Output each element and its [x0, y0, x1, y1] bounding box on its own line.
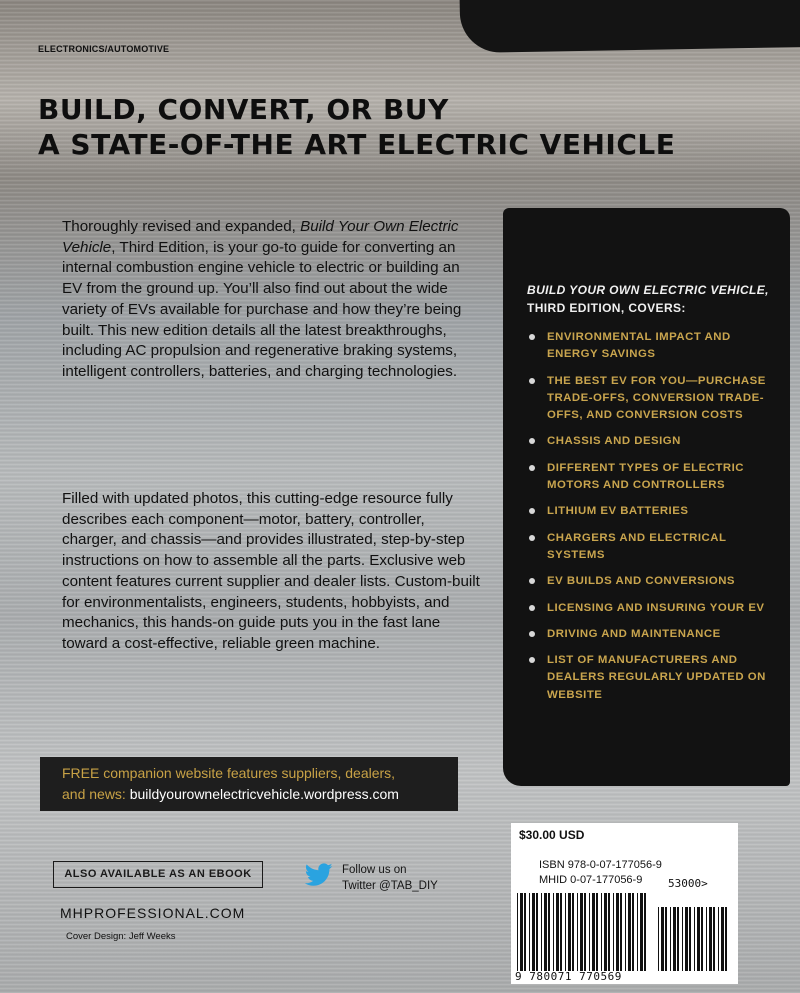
features-paragraph: Filled with updated photos, this cutting-edge resource fully describes each component—motor, battery, controller, charger, and chassis—and provides illustrated, step-by-step instructions on how to assemble all the parts. Exclusive web content features current supplier and dealer lists. Custom-built for environmentalists, engineers, students, hobbyists, and mechanics, this hands-on guide puts you in the fast lane toward a cost-effective, reliable green machine.: [62, 490, 480, 652]
price-code: 53000>: [668, 877, 708, 890]
list-item: [527, 329, 782, 364]
barcode-bar: [560, 893, 562, 971]
cover-design-credit: Cover Design: Jeff Weeks: [66, 931, 176, 942]
barcode-bar: [625, 893, 626, 971]
companion-website-link[interactable]: buildyourownelectricvehicle.wordpress.com: [129, 786, 399, 802]
barcode-bar: [548, 893, 550, 971]
headline-line-1: BUILD, CONVERT, OR BUY: [38, 93, 449, 126]
list-item-text: CHARGERS AND ELECTRICAL SYSTEMS: [547, 531, 727, 561]
barcode-bar: [658, 907, 659, 971]
companion-website-bar: [40, 757, 458, 811]
ebook-badge: ALSO AVAILABLE AS AN EBOOK: [53, 861, 263, 888]
companion-line-2: [62, 784, 458, 805]
barcode-bar: [556, 893, 559, 971]
barcode-bar: [553, 893, 554, 971]
isbn-barcode-block: [511, 823, 738, 984]
list-item: [527, 373, 782, 425]
barcode-bar: [685, 907, 688, 971]
barcode-bar: [665, 907, 667, 971]
barcode-bar: [608, 893, 610, 971]
barcode-bar: [709, 907, 712, 971]
list-item: [527, 530, 782, 565]
barcode-bar: [601, 893, 602, 971]
list-item: [527, 460, 782, 495]
headline-line-2: A STATE-OF-THE ART ELECTRIC VEHICLE: [38, 128, 676, 161]
barcode-bar: [632, 893, 634, 971]
list-item: [527, 573, 782, 590]
bullet-icon: [529, 465, 535, 471]
barcode-bar: [584, 893, 586, 971]
mhid-number: MHID 0-07-177056-9: [539, 874, 643, 886]
barcode-bar: [577, 893, 578, 971]
bullet-icon: [529, 578, 535, 584]
top-brush-stroke: [460, 0, 800, 53]
barcode-bar: [589, 893, 590, 971]
list-item: [527, 626, 782, 643]
list-item-text: DRIVING AND MAINTENANCE: [547, 627, 721, 640]
barcode-number: 9 780071 770569: [515, 970, 622, 983]
headline: [38, 92, 778, 162]
barcode-bar: [613, 893, 614, 971]
barcode-bar: [620, 893, 622, 971]
barcode-bar: [682, 907, 683, 971]
intro-paragraph: [62, 217, 482, 383]
barcode-bar: [673, 907, 676, 971]
list-item-text: DIFFERENT TYPES OF ELECTRIC MOTORS AND CONTROLLERS: [547, 461, 745, 492]
companion-line-1: FREE companion website features suppliers, dealers,: [62, 765, 396, 781]
list-item: [527, 503, 782, 520]
barcode-bar: [604, 893, 607, 971]
list-item: [527, 600, 782, 617]
barcode-bar: [536, 893, 538, 971]
barcode-bar: [616, 893, 619, 971]
barcode-bar: [524, 893, 526, 971]
barcode-bar: [529, 893, 530, 971]
list-item-text: ENVIRONMENTAL IMPACT AND ENERGY SAVINGS: [547, 331, 731, 361]
covers-heading-rest: THIRD EDITION, COVERS:: [527, 301, 686, 315]
barcode-bar: [713, 907, 715, 971]
bullet-icon: [529, 508, 535, 514]
barcode-bar: [640, 893, 643, 971]
barcode-bar: [592, 893, 595, 971]
twitter-handle[interactable]: Twitter @TAB_DIY: [342, 880, 438, 892]
barcode-bar: [721, 907, 724, 971]
barcode-bar: [565, 893, 566, 971]
twitter-bird-icon[interactable]: [305, 863, 333, 887]
barcode-bar: [706, 907, 707, 971]
list-item-text: LITHIUM EV BATTERIES: [547, 505, 689, 518]
intro-book-title: Build Your Own Electric Vehicle: [62, 218, 459, 256]
ean-barcode: [517, 893, 647, 971]
bullet-icon: [529, 631, 535, 637]
companion-prefix: and news:: [62, 786, 130, 802]
barcode-bar: [644, 893, 646, 971]
barcode-bar: [694, 907, 695, 971]
bullet-icon: [529, 657, 535, 663]
bullet-icon: [529, 438, 535, 444]
barcode-bar: [661, 907, 664, 971]
barcode-bar: [572, 893, 574, 971]
bullet-icon: [529, 378, 535, 384]
barcode-bar: [689, 907, 691, 971]
barcode-bar: [517, 893, 518, 971]
twitter-follow-text: [342, 862, 438, 894]
category-label: ELECTRONICS/AUTOMOTIVE: [38, 44, 170, 54]
list-item-text: CHASSIS AND DESIGN: [547, 435, 681, 448]
barcode-bar: [532, 893, 535, 971]
barcode-bar: [701, 907, 703, 971]
list-item-text: THE BEST EV FOR YOU—PURCHASE TRADE-OFFS, CONVERSION TRADE-OFFS, AND CONVERSION COSTS: [547, 374, 766, 422]
barcode-bar: [725, 907, 727, 971]
barcode-bar: [520, 893, 523, 971]
barcode-bar: [544, 893, 547, 971]
list-item: [527, 433, 782, 450]
bullet-icon: [529, 605, 535, 611]
bullet-icon: [529, 535, 535, 541]
twitter-line-1: Follow us on: [342, 864, 407, 876]
barcode-bar: [596, 893, 598, 971]
barcode-bar: [628, 893, 631, 971]
bullet-icon: [529, 334, 535, 340]
covers-book-title: BUILD YOUR OWN ELECTRIC VEHICLE,: [527, 283, 769, 297]
price-label: $30.00 USD: [519, 828, 585, 842]
price-addon-barcode: [658, 907, 732, 971]
barcode-bar: [697, 907, 700, 971]
barcode-bar: [637, 893, 638, 971]
publisher-website[interactable]: MHPROFESSIONAL.COM: [60, 905, 246, 921]
covers-heading: [527, 281, 777, 317]
intro-rest: , Third Edition, is your go-to guide for converting an internal combustion engine vehicle to electric or building an EV from the ground up. You’ll also find out about the wide variety of EVs available for purchase and how they’re being built. This new edition details all the latest breakthroughs, including AC propulsion and regenerative braking systems, intelligent controllers, batteries, and charging technologies.: [62, 238, 462, 380]
barcode-bar: [568, 893, 571, 971]
barcode-bar: [580, 893, 583, 971]
barcode-bar: [677, 907, 679, 971]
barcode-bar: [718, 907, 719, 971]
list-item-text: LIST OF MANUFACTURERS AND DEALERS REGULARLY UPDATED ON WEBSITE: [547, 654, 766, 701]
list-item: [527, 652, 782, 704]
barcode-bar: [541, 893, 542, 971]
list-item-text: EV BUILDS AND CONVERSIONS: [547, 575, 736, 588]
list-item-text: LICENSING AND INSURING YOUR EV: [547, 601, 765, 614]
isbn-number: ISBN 978-0-07-177056-9: [539, 859, 662, 871]
covers-list: [527, 329, 782, 713]
barcode-bar: [670, 907, 671, 971]
intro-lead: Thoroughly revised and expanded,: [62, 218, 301, 235]
